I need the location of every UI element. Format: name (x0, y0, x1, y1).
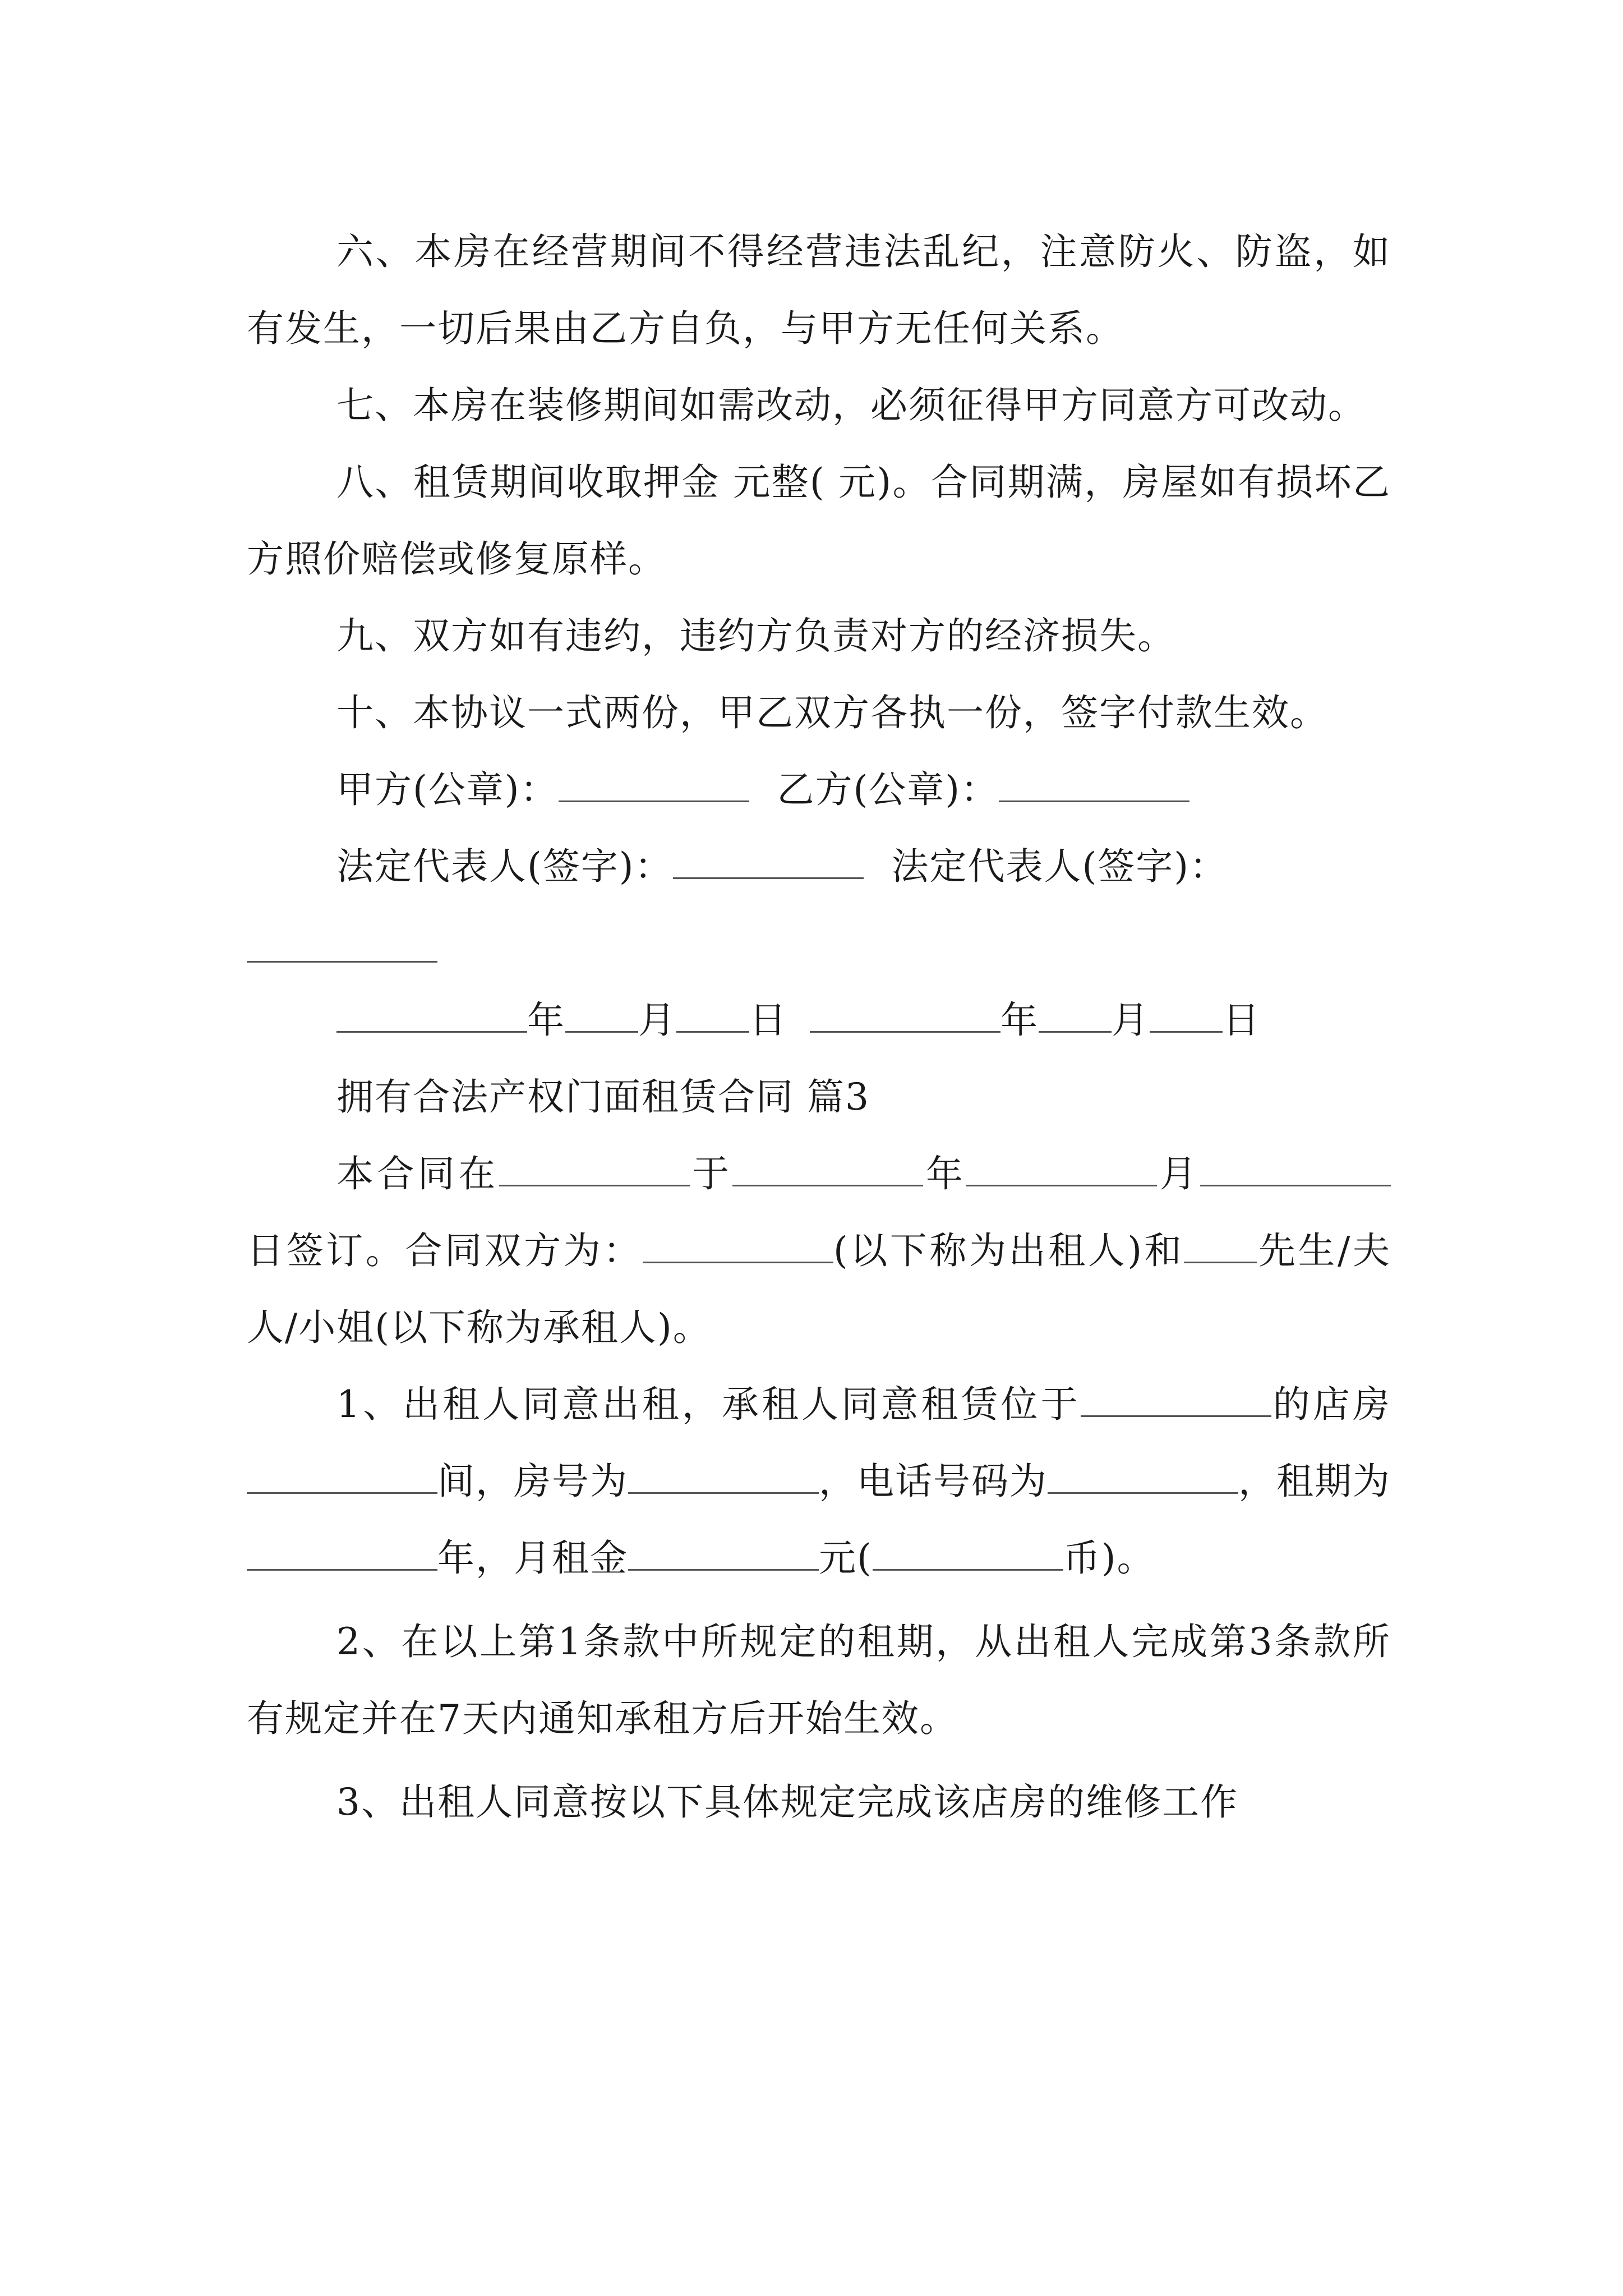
rep-b-blank-line (247, 905, 1391, 982)
intro-lessee: 先生/夫人/小姐(以下称为承租人)。 (247, 1229, 1391, 1349)
date-a-day-blank (676, 997, 749, 1033)
phone-blank (1048, 1458, 1238, 1494)
contract-item-2: 2、在以上第1条款中所规定的租期，从出租人完成第3条款所有规定并在7天内通知承租方后开始生效。 (247, 1620, 1391, 1740)
contract-intro (247, 1135, 1391, 1366)
rent-blank (628, 1535, 819, 1571)
clause-seven: 七、本房在装修期间如需改动，必须征得甲方同意方可改动。 (336, 384, 1366, 427)
place-blank (499, 1151, 690, 1186)
item1-f: 年，月租金 (437, 1536, 628, 1580)
date-a-month: 月 (638, 999, 676, 1042)
item1-h: 币)。 (1063, 1536, 1155, 1580)
room-number-blank (628, 1458, 819, 1494)
day-blank (1200, 1151, 1391, 1186)
lessor-blank (643, 1228, 833, 1263)
clause-ten: 十、本协议一式两份，甲乙双方各执一份，签字付款生效。 (336, 691, 1328, 734)
rep-a-label: 法定代表人(签字)： (336, 845, 673, 888)
date-b-day: 日 (1223, 999, 1261, 1042)
rep-b-blank (247, 927, 437, 963)
party-b-seal-blank (999, 767, 1189, 802)
seal-row (247, 751, 1391, 828)
contract-body (247, 213, 1391, 1841)
intro-lessor: (以下称为出租人)和 (833, 1229, 1184, 1272)
term-blank (247, 1535, 437, 1571)
section-heading: 拥有合法产权门面租赁合同 篇3 (336, 1075, 870, 1119)
item1-g: 元( (819, 1536, 873, 1580)
item1-e: ，租期为 (1238, 1460, 1391, 1503)
item1-d: ，电话号码为 (819, 1460, 1048, 1503)
clause-eight: 八、租赁期间收取押金 元整( 元)。合同期满，房屋如有损坏乙方照价赔偿或修复原样。 (247, 461, 1391, 581)
representative-row (247, 828, 1391, 905)
contract-item-3: 3、出租人同意按以下具体规定完成该店房的维修工作 (336, 1780, 1238, 1824)
party-a-seal-label: 甲方(公章)： (336, 768, 559, 811)
date-a-month-blank (565, 997, 638, 1033)
intro-day-signed: 日签订。合同双方为： (247, 1229, 643, 1272)
rep-b-label: 法定代表人(签字)： (891, 845, 1228, 888)
rooms-blank (247, 1458, 437, 1494)
currency-blank (873, 1535, 1063, 1571)
date-row (247, 982, 1391, 1059)
intro-year: 年 (923, 1152, 967, 1195)
clause-nine: 九、双方如有违约，违约方负责对方的经济损失。 (336, 614, 1175, 657)
party-a-seal-blank (559, 767, 749, 802)
clause-six: 六、本房在经营期间不得经营违法乱纪，注意防火、防盗，如有发生，一切后果由乙方自负，与甲方无任何关系。 (247, 230, 1391, 350)
date-a-year: 年 (527, 999, 565, 1042)
intro-at: 于 (689, 1152, 733, 1195)
lessee-blank (1184, 1228, 1257, 1263)
date-b-month: 月 (1112, 999, 1150, 1042)
date-b-month-blank (1039, 997, 1112, 1033)
item1-b: 的店房 (1271, 1383, 1391, 1426)
date-a-year-blank (336, 997, 527, 1033)
date-b-year-blank (810, 997, 1000, 1033)
intro-text-1: 本合同在 (336, 1152, 499, 1195)
item1-c: 间，房号为 (437, 1460, 628, 1503)
date-b-year: 年 (1000, 999, 1039, 1042)
year-blank (732, 1151, 923, 1186)
date-a-day: 日 (749, 999, 787, 1042)
month-blank (966, 1151, 1157, 1186)
date-b-day-blank (1150, 997, 1223, 1033)
intro-month: 月 (1157, 1152, 1201, 1195)
contract-item-1 (247, 1366, 1391, 1596)
location-blank (1081, 1382, 1271, 1417)
party-b-seal-label: 乙方(公章)： (777, 768, 999, 811)
rep-a-blank (673, 844, 864, 879)
item1-a: 1、出租人同意出租，承租人同意租赁位于 (336, 1383, 1081, 1426)
